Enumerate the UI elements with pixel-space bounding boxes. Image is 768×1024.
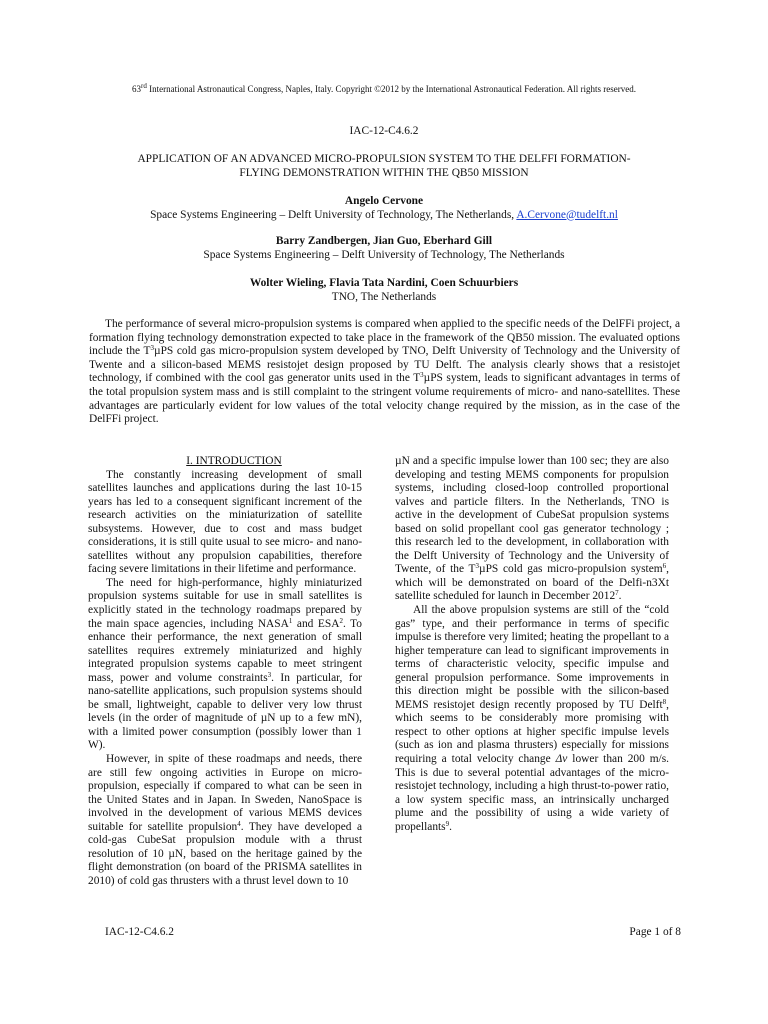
paper-id: IAC-12-C4.6.2 <box>349 125 419 137</box>
author-block-2 <box>60 235 708 262</box>
author-names: Angelo Cervone <box>344 195 424 207</box>
paragraph-3-continued: µN and a specific impulse lower than 100 sec; they are also developing and testing MEMS components for propulsion systems, including closed-loop controlled proportional valves and particle filters. In the Netherlands, TNO is active in the development of CubeSat propulsion systems based on solid propellant cool gas generator technology ; this research led to the development, in collaboration with the Delft University of Technology and the University of Twente, of the $T^3\mu PS$ cold gas micro-propulsion system$^6$, which will be demonstrated on board of the Delfi-n3Xt satellite scheduled for launch in December 2012$^7$. <box>395 455 669 603</box>
paragraph-3-overflow: µN and a specific impulse lower than 100 sec; they are also developing and testing MEMS components for propulsion systems, including closed-loop controlled proportional valves and particle filters. In the Netherlands, TNO is active in the development of CubeSat propulsion systems based on solid propellant cool gas generator technology <box>395 455 669 535</box>
paragraph-3-part-b: . They have developed a cold-gas CubeSat propulsion module with a thrust resolution of 10 µN, based on the heritage gained by the flight demonstration (on board of the PRISMA satellites in 2010) of cold gas thrusters with a thrust level down to 10 <box>88 820 362 887</box>
footer-paper-id: IAC-12-C4.6.2 <box>105 926 174 938</box>
author-block-3 <box>60 277 708 304</box>
author-block-1 <box>60 195 708 222</box>
conference-header: 63rd International Astronautical Congress, Naples, Italy. Copyright ©2012 by the International Astronautical Federation. All rights reserved. <box>132 82 636 94</box>
paragraph-2: The need for high-performance, highly miniaturized propulsion systems suitable for use in small satellites is explicitly stated in the technology roadmaps prepared by the main space agencies, including NASA$^1$ and ESA$^2$. To enhance their performance, the next generation of small satellites requires extremely miniaturized and highly integrated propulsion systems capable to meet stringent mass, power and volume constraints$^3$. In particular, for nano-satellite applications, such propulsion systems should be small, lightweight, capable to deliver very low thrust levels (in the order of magnitude of µN up to a few mN), with a limited power consumption (possibly lower than 1 W). <box>88 576 362 752</box>
body-column-left <box>88 455 362 889</box>
author-names: Barry Zandbergen, Jian Guo, Eberhard Gill <box>275 235 493 247</box>
section-heading: I. INTRODUCTION <box>186 455 282 467</box>
paragraph-3: However, in spite of these roadmaps and needs, there are still few ongoing activities in Europe on micro-propulsion, especially if compared to what can be seen in the United States and in Japan. In Sweden, NanoSpace is involved in the development of various MEMS devices suitable for satellite propulsion$^4$. They have developed a cold-gas CubeSat propulsion module with a thrust resolution of 10 µN, based on the heritage gained by the flight demonstration (on board of the PRISMA satellites in 2010) of cold gas thrusters with a thrust level down to 10 <box>88 753 362 887</box>
author-email-link[interactable]: A.Cervone@tudelft.nl <box>516 208 618 221</box>
author-names: Wolter Wieling, Flavia Tata Nardini, Coen Schuurbiers <box>249 277 519 289</box>
author-affiliation: TNO, The Netherlands <box>331 290 437 303</box>
body-column-right <box>395 455 669 834</box>
author-affiliation: Space Systems Engineering – Delft University of Technology, The Netherlands <box>203 248 565 261</box>
paragraph-4: All the above propulsion systems are still of the “cold gas” type, and their performance in terms of specific impulse is therefore very limited; heating the propellant to a higher temperature can lead to significant improvements in terms of characteristic velocity, specific impulse and general propulsion performance. Some improvements in this direction might be possible with the silicon-based MEMS resistojet design recently proposed by TU Delft$^8$, which seems to be considerably more promising with respect to other options at higher specific impulse levels (such as ion and plasma thrusters) especially for missions requiring a total velocity change Δv lower than 200 m/s. This is due to several potential advantages of the micro-resistojet technology, including a high thrust-to-power ratio, a low system specific mass, an intrinsically uncharged plume and the possibility of using a wide variety of propellants$^9$. <box>395 604 670 833</box>
paragraph-1: The constantly increasing development of small satellites launches and applications during the last 10-15 years has led to a consequent significant increment of the research activities on the miniaturization of satellite subsystems. However, due to cost and mass budget considerations, it is still quite usual to see micro- and nano-satellites without any propulsion capabilities, therefore facing severe limitations in their lifetime and performance. <box>88 468 362 576</box>
author-affiliation: Space Systems Engineering – Delft University of Technology, The Netherlands, A.Cervone@tudelft.nl <box>150 208 618 221</box>
abstract: The performance of several micro-propulsion systems is compared when applied to the specific needs of the DelFFi project, a formation flying technology demonstration expected to take place in the framework of the QB50 mission. The evaluated options include the $T^3\mu PS$ cold gas micro-propulsion system developed by TNO, Delft University of Technology and the University of Twente and a silicon-based MEMS resistojet design proposed by TU Delft. The analysis clearly shows that a resistojet technology, if combined with the cool gas generator units used in the $T^3\mu PS$ system, leads to significant advantages in terms of the total propulsion system mass and is still complaint to the stringent volume requirements of micro- and nano-satellites. These advantages are particularly evident for low values of the total velocity change required by the mission, as in the case of the DelFFi project. <box>89 318 681 426</box>
paper-title: APPLICATION OF AN ADVANCED MICRO-PROPULSION SYSTEM TO THE DELFFI FORMATION- FLYING DEMONSTRATION WITHIN THE QB50 MISSION <box>137 153 631 179</box>
page-number: Page 1 of 8 <box>629 926 681 938</box>
